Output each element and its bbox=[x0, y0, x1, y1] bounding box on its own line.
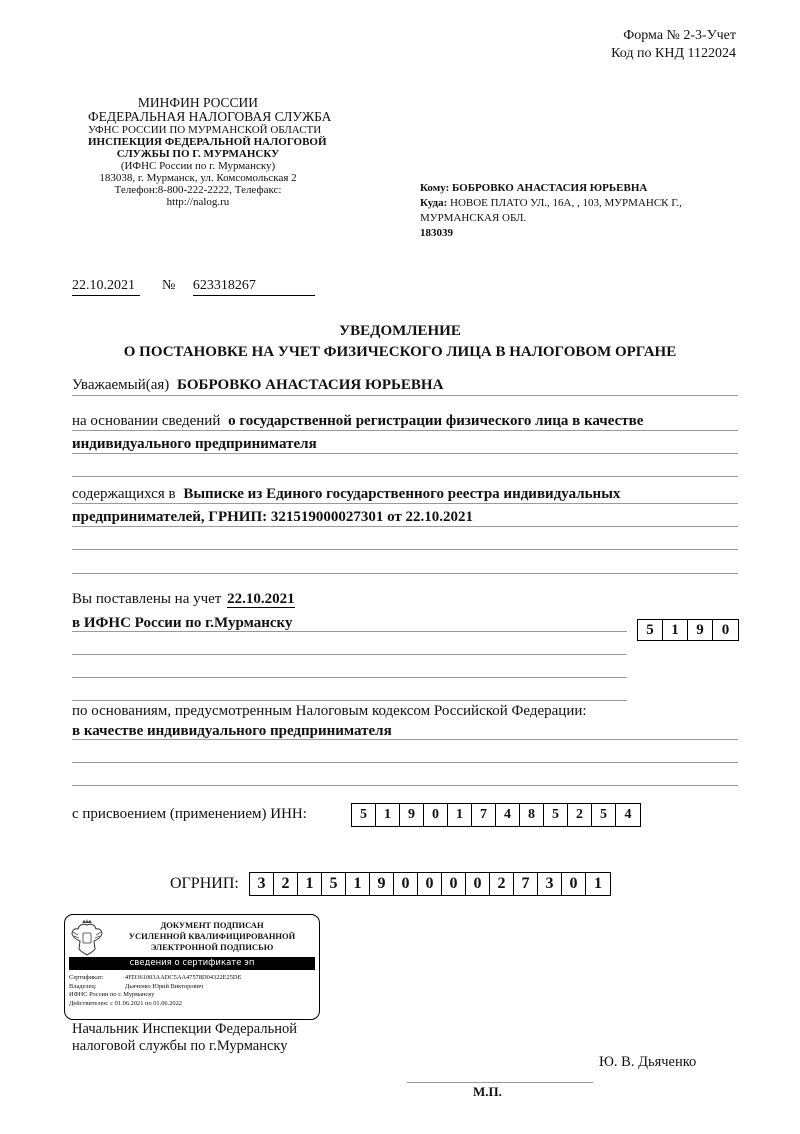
recipient-to-label: Кому: bbox=[420, 182, 450, 194]
greeting-label: Уважаемый(ая) bbox=[72, 377, 170, 393]
ogrnip-digit-cell: 0 bbox=[418, 873, 442, 895]
inn-digit-cell: 9 bbox=[400, 804, 424, 826]
ifns-digit-cell: 9 bbox=[688, 620, 713, 640]
inn-digit-cell: 1 bbox=[376, 804, 400, 826]
signatory-name: Ю. В. Дьяченко bbox=[599, 1054, 697, 1070]
ogrnip-digit-cell: 0 bbox=[442, 873, 466, 895]
ogrnip-digit-cell: 3 bbox=[538, 873, 562, 895]
ifns-digit-cell: 5 bbox=[638, 620, 663, 640]
owner-organization: ИФНС России по г. Мурманску bbox=[69, 991, 155, 999]
inn-digit-cell: 5 bbox=[544, 804, 568, 826]
document-number bbox=[162, 278, 256, 294]
inn-cells bbox=[351, 803, 641, 827]
valid-label: Действителен: bbox=[69, 999, 109, 1007]
valid-value: с 01.06.2021 по 01.06.2022 bbox=[110, 999, 182, 1007]
ifns-digit-cell: 0 bbox=[721, 622, 730, 638]
ogrnip-digit-cell: 2 bbox=[490, 873, 514, 895]
ogrnip-digit-cell: 1 bbox=[298, 873, 322, 895]
owner-value: Дьяченко Юрий Викторович bbox=[125, 982, 204, 990]
registered-label: Вы поставлены на учет bbox=[72, 591, 222, 607]
issuer-inspection-city: СЛУЖБЫ ПО Г. МУРМАНСКУ bbox=[116, 148, 280, 160]
basis-line bbox=[72, 413, 643, 430]
greeting bbox=[72, 377, 443, 394]
issuer-service: ФЕДЕРАЛЬНАЯ НАЛОГОВАЯ СЛУЖБА bbox=[88, 109, 332, 124]
signatory-position-line2: налоговой службы по г.Мурманску bbox=[72, 1038, 288, 1054]
inn-label: с присвоением (применением) ИНН: bbox=[72, 806, 307, 822]
ogrnip-digit-cell: 7 bbox=[514, 873, 538, 895]
recipient-address-line2: МУРМАНСКАЯ ОБЛ. bbox=[420, 212, 527, 224]
inn-digit-cell: 1 bbox=[448, 804, 472, 826]
ogrnip-label: ОГРНИП: bbox=[170, 875, 239, 892]
registered-authority: в ИФНС России по г.Мурманску bbox=[72, 615, 293, 631]
document-date bbox=[72, 278, 135, 294]
issuer-regional: УФНС РОССИИ ПО МУРМАНСКОЙ ОБЛАСТИ bbox=[88, 124, 322, 136]
issuer-address: 183038, г. Мурманск, ул. Комсомольская 2 bbox=[99, 172, 297, 184]
ogrnip-digit-cell: 2 bbox=[274, 873, 298, 895]
source-value-line2: предпринимателей, ГРНИП: 321519000027301 от 22.10.2021 bbox=[72, 509, 474, 525]
stamp-heading bbox=[109, 920, 315, 953]
stamp-heading-line1: ДОКУМЕНТ ПОДПИСАН bbox=[160, 920, 264, 930]
basis-label: на основании сведений bbox=[72, 413, 221, 429]
inn-digit-cell: 5 bbox=[592, 804, 616, 826]
inn-digit-cell: 8 bbox=[520, 804, 544, 826]
recipient-address-label: Куда: bbox=[420, 197, 448, 209]
document-title: УВЕДОМЛЕНИЕ bbox=[339, 323, 461, 339]
stamp-heading-line2: УСИЛЕННОЙ КВАЛИФИЦИРОВАННОЙ bbox=[128, 931, 296, 941]
ifns-digit-cell: 1 bbox=[663, 620, 688, 640]
recipient-zip: 183039 bbox=[420, 227, 453, 239]
issuer-phone: Телефон:8-800-222-2222, Телефакс: bbox=[114, 184, 282, 196]
form-number-line: Форма № 2-3-Учет bbox=[623, 28, 736, 43]
issuer-inspection: ИНСПЕКЦИЯ ФЕДЕРАЛЬНОЙ НАЛОГОВОЙ bbox=[88, 136, 327, 148]
source-value-line1: Выписке из Единого государственного реестра индивидуальных bbox=[183, 486, 621, 502]
basis-value-line2: индивидуального предпринимателя bbox=[72, 436, 317, 452]
document-number-value: 623318267 bbox=[192, 278, 256, 293]
ogrnip-digit-cell: 0 bbox=[562, 873, 586, 895]
ifns-code-cells bbox=[637, 619, 739, 641]
stamp-heading-line3: ЭЛЕКТРОННОЙ ПОДПИСЬЮ bbox=[150, 942, 274, 952]
seal-place: М.П. bbox=[473, 1084, 502, 1099]
number-sign: № bbox=[162, 278, 176, 293]
source-line bbox=[72, 486, 620, 503]
form-number bbox=[611, 27, 736, 63]
signatory-position bbox=[72, 1021, 297, 1055]
electronic-signature-stamp bbox=[64, 914, 320, 1020]
registered-line bbox=[72, 591, 295, 608]
grounds-value: в качестве индивидуального предпринимателя bbox=[72, 723, 392, 739]
source-label: содержащихся в bbox=[72, 486, 176, 502]
ogrnip-digit-cell: 9 bbox=[370, 873, 394, 895]
coat-of-arms-icon bbox=[69, 919, 105, 959]
inn-digit-cell: 7 bbox=[472, 804, 496, 826]
certificate-info-bar: сведения о сертификате эп bbox=[69, 957, 315, 970]
ogrnip-digit-cell: 0 bbox=[466, 873, 490, 895]
issuer-ministry: МИНФИН РОССИИ bbox=[137, 95, 259, 110]
issuer-block bbox=[88, 95, 332, 208]
inn-digit-cell: 5 bbox=[352, 804, 376, 826]
signatory-position-line1: Начальник Инспекции Федеральной bbox=[72, 1021, 297, 1037]
ogrnip-digit-cell: 0 bbox=[394, 873, 418, 895]
ogrnip-digit-cell: 5 bbox=[322, 873, 346, 895]
ogrnip-digit-cell: 1 bbox=[346, 873, 370, 895]
ogrnip-cells bbox=[249, 872, 611, 896]
basis-value-line1: о государственной регистрации физического лица в качестве bbox=[228, 413, 644, 429]
recipient-address-line1: НОВОЕ ПЛАТО УЛ., 16А, , 103, МУРМАНСК Г., bbox=[450, 197, 682, 209]
issuer-website: http://nalog.ru bbox=[166, 196, 230, 208]
cert-value: 4FD361003AADC5AA47578D04322E25DE bbox=[125, 974, 242, 981]
inn-digit-cell: 0 bbox=[424, 804, 448, 826]
registered-date: 22.10.2021 bbox=[227, 591, 295, 607]
inn-digit-cell: 2 bbox=[568, 804, 592, 826]
inn-digit-cell: 4 bbox=[624, 807, 632, 822]
cert-label: Сертификат: bbox=[69, 974, 104, 981]
ogrnip-digit-cell: 1 bbox=[594, 875, 602, 892]
grounds-label: по основаниям, предусмотренным Налоговым кодексом Российской Федерации: bbox=[72, 703, 587, 719]
greeting-name: БОБРОВКО АНАСТАСИЯ ЮРЬЕВНА bbox=[177, 377, 444, 393]
knd-code-line: Код по КНД 1122024 bbox=[611, 46, 736, 61]
recipient-block bbox=[420, 181, 740, 241]
ogrnip-digit-cell: 3 bbox=[250, 873, 274, 895]
document-date-value: 22.10.2021 bbox=[72, 278, 135, 293]
recipient-name: БОБРОВКО АНАСТАСИЯ ЮРЬЕВНА bbox=[451, 182, 648, 194]
inn-digit-cell: 4 bbox=[496, 804, 520, 826]
issuer-short-name: (ИФНС России по г. Мурманску) bbox=[120, 160, 276, 172]
certificate-details bbox=[69, 974, 315, 1008]
owner-label: Владелец: bbox=[69, 982, 97, 990]
document-subtitle: О ПОСТАНОВКЕ НА УЧЕТ ФИЗИЧЕСКОГО ЛИЦА В НАЛОГОВОМ ОРГАНЕ bbox=[123, 344, 677, 360]
